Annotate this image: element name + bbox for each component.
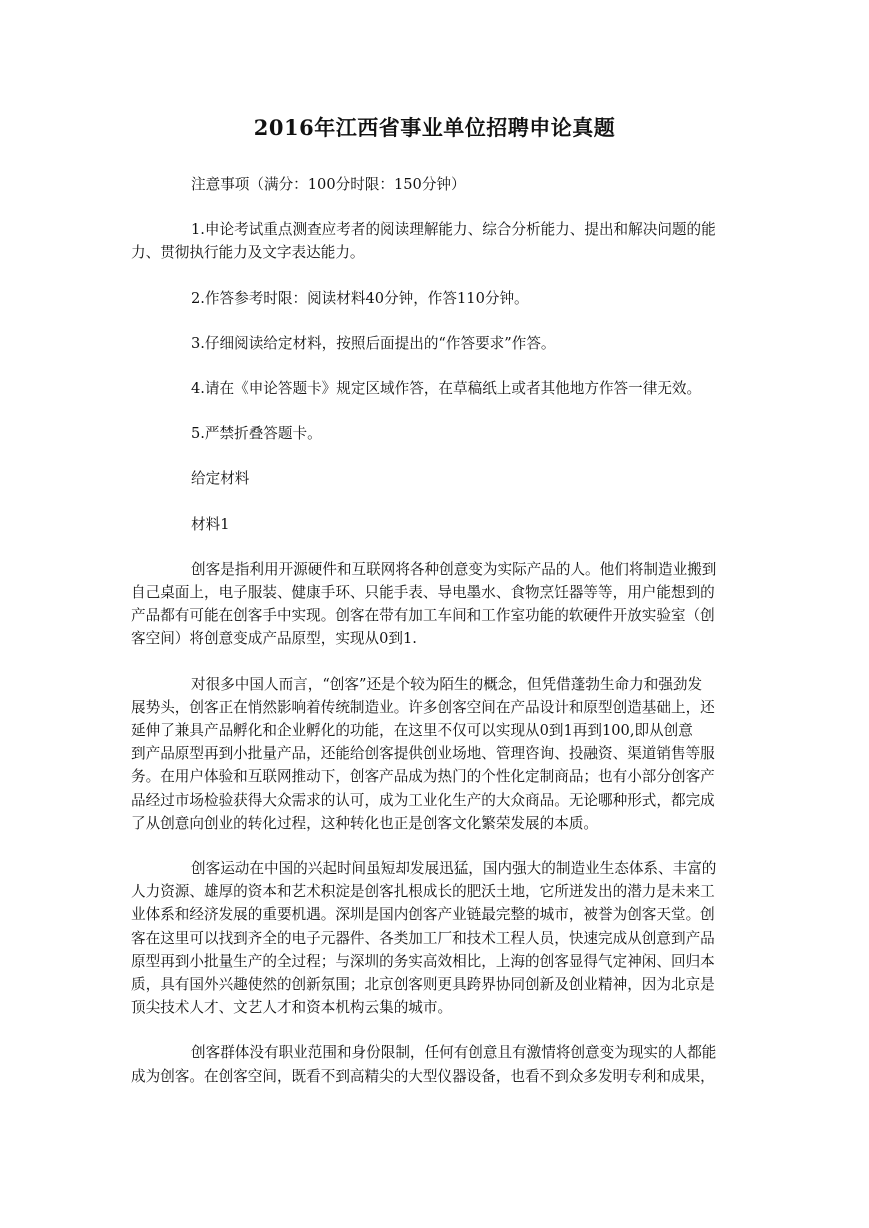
document-body xyxy=(131,173,741,1110)
paragraph-line: 到产品原型再到小批量产品，还能给创客提供创业场地、管理咨询、投融资、渠道销售等服 xyxy=(131,745,715,763)
paragraph-line: 创客运动在中国的兴起时间虽短却发展迅猛，国内强大的制造业生态体系、丰富的 xyxy=(191,860,717,878)
notice-item-3 xyxy=(131,332,741,355)
paragraph-line: 客在这里可以找到齐全的电子元器件、各类加工厂和技术工程人员，快速完成从创意到产品 xyxy=(131,929,715,947)
paragraph-line: 人力资源、雄厚的资本和艺术积淀是创客扎根成长的肥沃土地，它所迸发出的潜力是未来工 xyxy=(131,883,715,901)
material-paragraph-2 xyxy=(131,673,741,835)
paragraph-line: 延伸了兼具产品孵化和企业孵化的功能，在这里不仅可以实现从0到1再到100,即从创意 xyxy=(131,722,693,740)
notice-item-2 xyxy=(131,287,741,310)
paragraph-line: 创客群体没有职业范围和身份限制，任何有创意且有激情将创意变为现实的人都能 xyxy=(191,1044,717,1062)
paragraph-line: 成为创客。在创客空间，既看不到高精尖的大型仪器设备，也看不到众多发明专利和成果， xyxy=(131,1067,715,1085)
notice-line: 5.严禁折叠答题卡。 xyxy=(191,425,322,443)
paragraph-line: 了从创意向创业的转化过程，这种转化也正是创客文化繁荣发展的本质。 xyxy=(131,814,599,832)
paragraph-line: 质，具有国外兴趣使然的创新氛围；北京创客则更具跨界协同创新及创业精神，因为北京是 xyxy=(131,976,715,994)
material-paragraph-1 xyxy=(131,558,741,651)
paragraph-line: 原型再到小批量生产的全过程；与深圳的务实高效相比，上海的创客显得气定神闲、回归本 xyxy=(131,952,715,970)
material-heading xyxy=(131,513,741,536)
material-paragraph-3 xyxy=(131,857,741,1019)
document-title: 2016年江西省事业单位招聘申论真题 xyxy=(253,115,616,140)
paragraph-line: 创客是指利用开源硬件和互联网将各种创意变为实际产品的人。他们将制造业搬到 xyxy=(191,560,717,578)
notice-line: 4.请在《申论答题卡》规定区域作答，在草稿纸上或者其他地方作答一律无效。 xyxy=(191,380,702,398)
paragraph-line: 品经过市场检验获得大众需求的认可，成为工业化生产的大众商品。无论哪种形式，都完成 xyxy=(131,791,715,809)
material-paragraph-4 xyxy=(131,1041,741,1087)
notice-line: 2.作答参考时限：阅读材料40分钟，作答110分钟。 xyxy=(191,289,529,307)
paragraph-line: 产品都有可能在创客手中实现。创客在带有加工车间和工作室功能的软硬件开放实验室（创 xyxy=(131,607,715,625)
material-heading-text: 材料1 xyxy=(191,515,230,533)
notice-heading xyxy=(131,173,741,196)
notice-line: 力、贯彻执行能力及文字表达能力。 xyxy=(131,244,365,262)
section-heading-text: 给定材料 xyxy=(191,470,250,488)
paragraph-line: 对很多中国人而言，“创客”还是个较为陌生的概念，但凭借蓬勃生命力和强劲发 xyxy=(191,675,703,693)
paragraph-line: 顶尖技术人才、文艺人才和资本机构云集的城市。 xyxy=(131,999,453,1017)
paragraph-line: 自己桌面上，电子服装、健康手环、只能手表、导电墨水、食物烹饪器等等，用户能想到的 xyxy=(131,584,715,602)
notice-line: 3.仔细阅读给定材料，按照后面提出的“作答要求”作答。 xyxy=(191,334,556,352)
paragraph-line: 业体系和经济发展的重要机遇。深圳是国内创客产业链最完整的城市，被誉为创客天堂。创 xyxy=(131,906,715,924)
notice-item-4 xyxy=(131,377,741,400)
notice-item-5 xyxy=(131,422,741,445)
notice-heading-text: 注意事项（满分：100分时限：150分钟） xyxy=(191,176,466,193)
notice-line: 1.申论考试重点测查应考者的阅读理解能力、综合分析能力、提出和解决问题的能 xyxy=(191,221,716,239)
paragraph-line: 展势头，创客正在悄然影响着传统制造业。许多创客空间在产品设计和原型创造基础上，还 xyxy=(131,698,715,716)
section-heading xyxy=(131,467,741,490)
notice-item-1 xyxy=(131,218,741,264)
paragraph-line: 务。在用户体验和互联网推动下，创客产品成为热门的个性化定制商品；也有小部分创客产 xyxy=(131,768,715,786)
paragraph-line: 客空间）将创意变成产品原型，实现从0到1. xyxy=(131,630,417,648)
